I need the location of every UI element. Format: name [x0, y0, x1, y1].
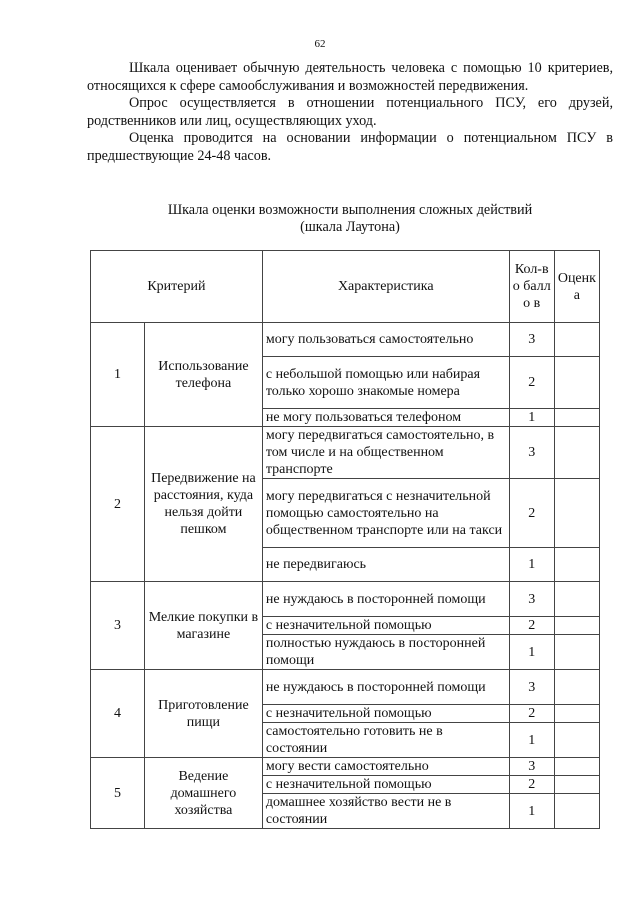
- header-criterion: Критерий: [91, 251, 263, 323]
- score-cell[interactable]: [554, 323, 599, 357]
- option-points: 2: [509, 705, 554, 723]
- option-points: 1: [509, 723, 554, 758]
- option-points: 2: [509, 479, 554, 548]
- option-points: 1: [509, 794, 554, 829]
- header-points: Кол-во балло в: [509, 251, 554, 323]
- score-cell[interactable]: [554, 723, 599, 758]
- option-points: 1: [509, 548, 554, 582]
- option-text: не передвигаюсь: [262, 548, 509, 582]
- option-text: с незначительной помощью: [262, 617, 509, 635]
- score-cell[interactable]: [554, 409, 599, 427]
- score-cell[interactable]: [554, 548, 599, 582]
- intro-paragraph: Опрос осуществляется в отношении потенциального ПСУ, его друзей, родственников или лиц, осуществляющих уход.: [87, 95, 613, 129]
- option-text: с незначительной помощью: [262, 705, 509, 723]
- header-score: Оценк а: [554, 251, 599, 323]
- option-text: самостоятельно готовить не в состоянии: [262, 723, 509, 758]
- option-text: могу передвигаться самостоятельно, в том числе и на общественном транспорте: [262, 427, 509, 479]
- option-text: с незначительной помощью: [262, 776, 509, 794]
- header-characteristic: Характеристика: [262, 251, 509, 323]
- option-points: 3: [509, 582, 554, 617]
- score-cell[interactable]: [554, 357, 599, 409]
- intro-text: [87, 60, 613, 166]
- option-points: 1: [509, 635, 554, 670]
- score-cell[interactable]: [554, 776, 599, 794]
- score-cell[interactable]: [554, 794, 599, 829]
- option-text: не нуждаюсь в посторонней помощи: [262, 582, 509, 617]
- table-row: [91, 582, 600, 617]
- lawton-scale-table: [90, 250, 600, 829]
- table-title-line: Шкала оценки возможности выполнения сложных действий: [167, 202, 533, 218]
- table-title: [87, 202, 613, 236]
- score-cell[interactable]: [554, 635, 599, 670]
- option-points: 2: [509, 776, 554, 794]
- table-row: [91, 670, 600, 705]
- option-points: 2: [509, 617, 554, 635]
- criterion-number: 4: [91, 670, 145, 758]
- option-text: могу вести самостоятельно: [262, 758, 509, 776]
- table-row: [91, 323, 600, 357]
- table-row: [91, 427, 600, 479]
- option-points: 3: [509, 427, 554, 479]
- table-header-row: [91, 251, 600, 323]
- option-text: с небольшой помощью или набирая только хорошо знакомые номера: [262, 357, 509, 409]
- score-cell[interactable]: [554, 617, 599, 635]
- page-number: 62: [314, 38, 326, 50]
- option-points: 3: [509, 323, 554, 357]
- criterion-name: Приготовление пищи: [144, 670, 262, 758]
- score-cell[interactable]: [554, 582, 599, 617]
- intro-paragraph: Шкала оценивает обычную деятельность человека с помощью 10 критериев, относящихся к сфере самообслуживания и возможностей передвижения.: [87, 60, 613, 94]
- score-cell[interactable]: [554, 705, 599, 723]
- score-cell[interactable]: [554, 670, 599, 705]
- option-text: не нуждаюсь в посторонней помощи: [262, 670, 509, 705]
- score-cell[interactable]: [554, 758, 599, 776]
- option-text: могу пользоваться самостоятельно: [262, 323, 509, 357]
- option-text: домашнее хозяйство вести не в состоянии: [262, 794, 509, 829]
- option-text: могу передвигаться с незначительной помощью самостоятельно на общественном транспорте или на такси: [262, 479, 509, 548]
- option-points: 3: [509, 758, 554, 776]
- intro-paragraph: Оценка проводится на основании информации о потенциальном ПСУ в предшествующие 24-48 часов.: [87, 130, 613, 164]
- criterion-name: Мелкие покупки в магазине: [144, 582, 262, 670]
- option-text: не могу пользоваться телефоном: [262, 409, 509, 427]
- criterion-number: 1: [91, 323, 145, 427]
- score-cell[interactable]: [554, 427, 599, 479]
- table-subtitle: (шкала Лаутона): [300, 219, 400, 235]
- criterion-number: 3: [91, 582, 145, 670]
- criterion-name: Ведение домашнего хозяйства: [144, 758, 262, 829]
- option-text: полностью нуждаюсь в посторонней помощи: [262, 635, 509, 670]
- table-row: [91, 758, 600, 776]
- option-points: 2: [509, 357, 554, 409]
- criterion-number: 2: [91, 427, 145, 582]
- criterion-name: Передвижение на расстояния, куда нельзя дойти пешком: [144, 427, 262, 582]
- option-points: 3: [509, 670, 554, 705]
- option-points: 1: [509, 409, 554, 427]
- criterion-number: 5: [91, 758, 145, 829]
- score-cell[interactable]: [554, 479, 599, 548]
- criterion-name: Использование телефона: [144, 323, 262, 427]
